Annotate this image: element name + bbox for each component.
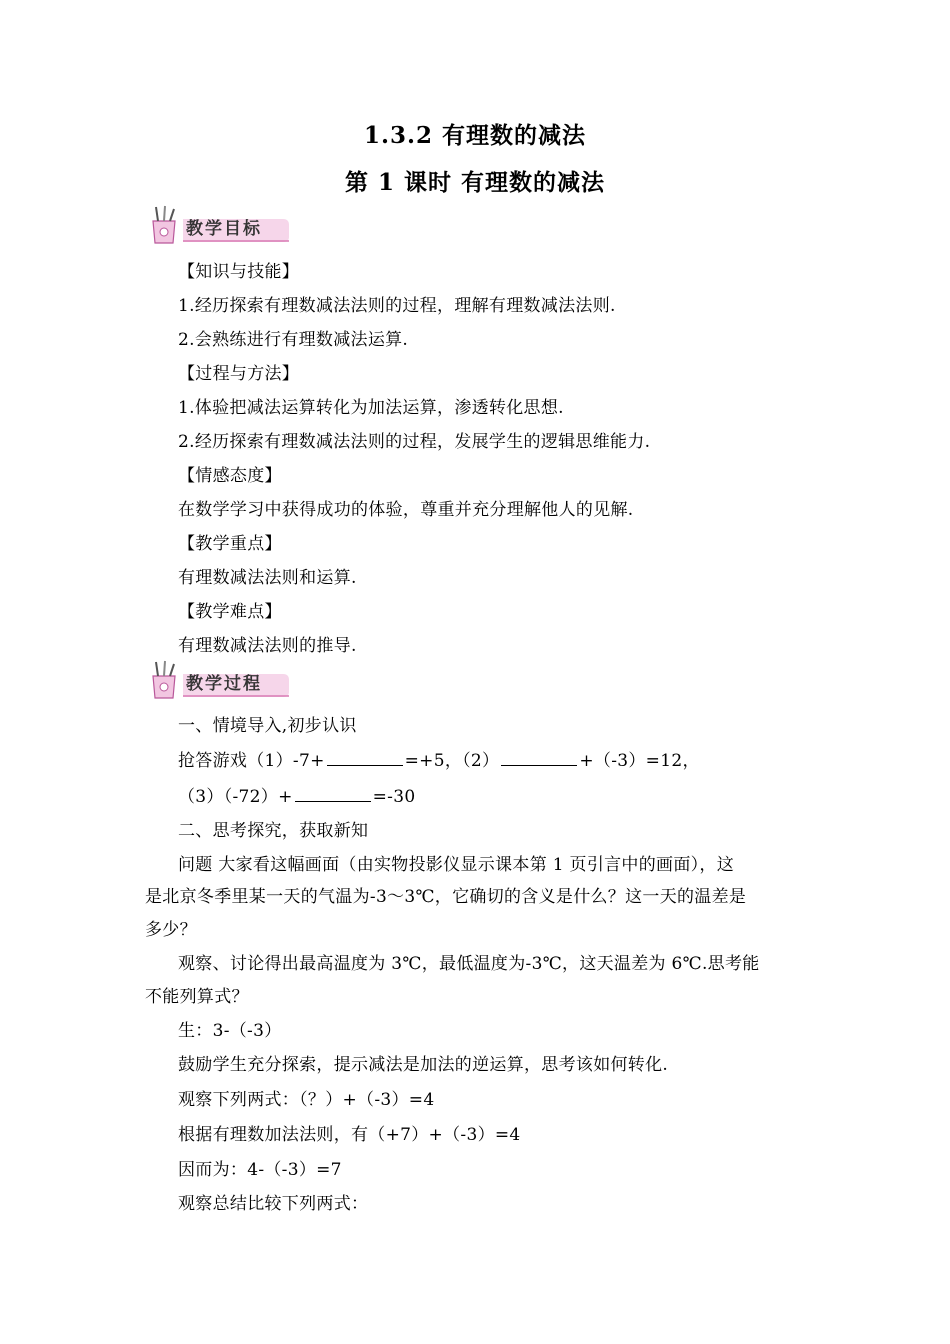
problem-line-1: 问题 大家看这幅画面（由实物投影仪显示课本第 1 页引言中的画面），这 bbox=[178, 855, 735, 875]
lesson-subtitle: 第 1 课时 有理数的减法 bbox=[344, 169, 606, 196]
answer-blank-3 bbox=[295, 787, 371, 802]
observe-line-2: 不能列算式？ bbox=[145, 987, 249, 1007]
knowledge-heading: 【知识与技能】 bbox=[178, 262, 300, 282]
difficulty-item: 有理数减法法则的推导. bbox=[178, 636, 357, 656]
quiz-game-line-1 bbox=[178, 746, 700, 771]
emotion-heading: 【情感态度】 bbox=[178, 466, 282, 486]
part2-heading: 二、思考探究，获取新知 bbox=[178, 821, 369, 841]
observe-two-formulas: 观察下列两式：（？）+（-3）=4 bbox=[178, 1090, 435, 1110]
observe-line-1: 观察、讨论得出最高温度为 3℃，最低温度为-3℃，这天温差为 6℃.思考能 bbox=[178, 954, 760, 974]
quiz-text-a2: =+5，（2） bbox=[404, 751, 500, 771]
process-heading: 【过程与方法】 bbox=[178, 364, 300, 384]
emotion-item-1: 在数学学习中获得成功的体验，尊重并充分理解他人的见解. bbox=[178, 500, 634, 520]
problem-line-2: 是北京冬季里某一天的气温为-3～3℃，它确切的含义是什么？这一天的温差是 bbox=[145, 887, 747, 907]
summary-line: 观察总结比较下列两式： bbox=[178, 1194, 369, 1214]
process-item-2: 2.经历探索有理数减法法则的过程，发展学生的逻辑思维能力. bbox=[178, 432, 651, 452]
key-point-item: 有理数减法法则和运算. bbox=[178, 568, 357, 588]
part1-heading: 一、情境导入,初步认识 bbox=[178, 716, 357, 736]
key-point-heading: 【教学重点】 bbox=[178, 534, 282, 554]
teaching-process-banner bbox=[143, 660, 291, 702]
answer-blank-2 bbox=[501, 751, 577, 766]
answer-blank-1 bbox=[327, 751, 403, 766]
knowledge-item-1: 1.经历探索有理数减法法则的过程，理解有理数减法法则. bbox=[178, 296, 616, 316]
encourage-line: 鼓励学生充分探索，提示减法是加法的逆运算，思考该如何转化. bbox=[178, 1055, 669, 1075]
addition-rule-line: 根据有理数加法法则，有（+7）+（-3）=4 bbox=[178, 1125, 521, 1145]
teaching-process-label: 教学过程 bbox=[186, 674, 262, 694]
process-item-1: 1.体验把减法运算转化为加法运算，渗透转化思想. bbox=[178, 398, 564, 418]
student-answer: 生：3-（-3） bbox=[178, 1021, 282, 1041]
quiz-text-b2: =-30 bbox=[372, 787, 416, 807]
teaching-goals-label: 教学目标 bbox=[186, 219, 262, 239]
teaching-goals-banner bbox=[143, 205, 291, 247]
quiz-game-line-2 bbox=[178, 782, 415, 807]
problem-line-3: 多少？ bbox=[145, 920, 197, 940]
therefore-line: 因而为：4-（-3）=7 bbox=[178, 1160, 342, 1180]
quiz-text-b1: （3）（-72）+ bbox=[178, 787, 293, 807]
quiz-text-a1: 抢答游戏（1）-7+ bbox=[178, 751, 325, 771]
page-title: 1.3.2 有理数的减法 bbox=[363, 122, 587, 149]
quiz-text-a3: +（-3）=12， bbox=[579, 751, 700, 771]
knowledge-item-2: 2.会熟练进行有理数减法运算. bbox=[178, 330, 409, 350]
difficulty-heading: 【教学难点】 bbox=[178, 602, 282, 622]
